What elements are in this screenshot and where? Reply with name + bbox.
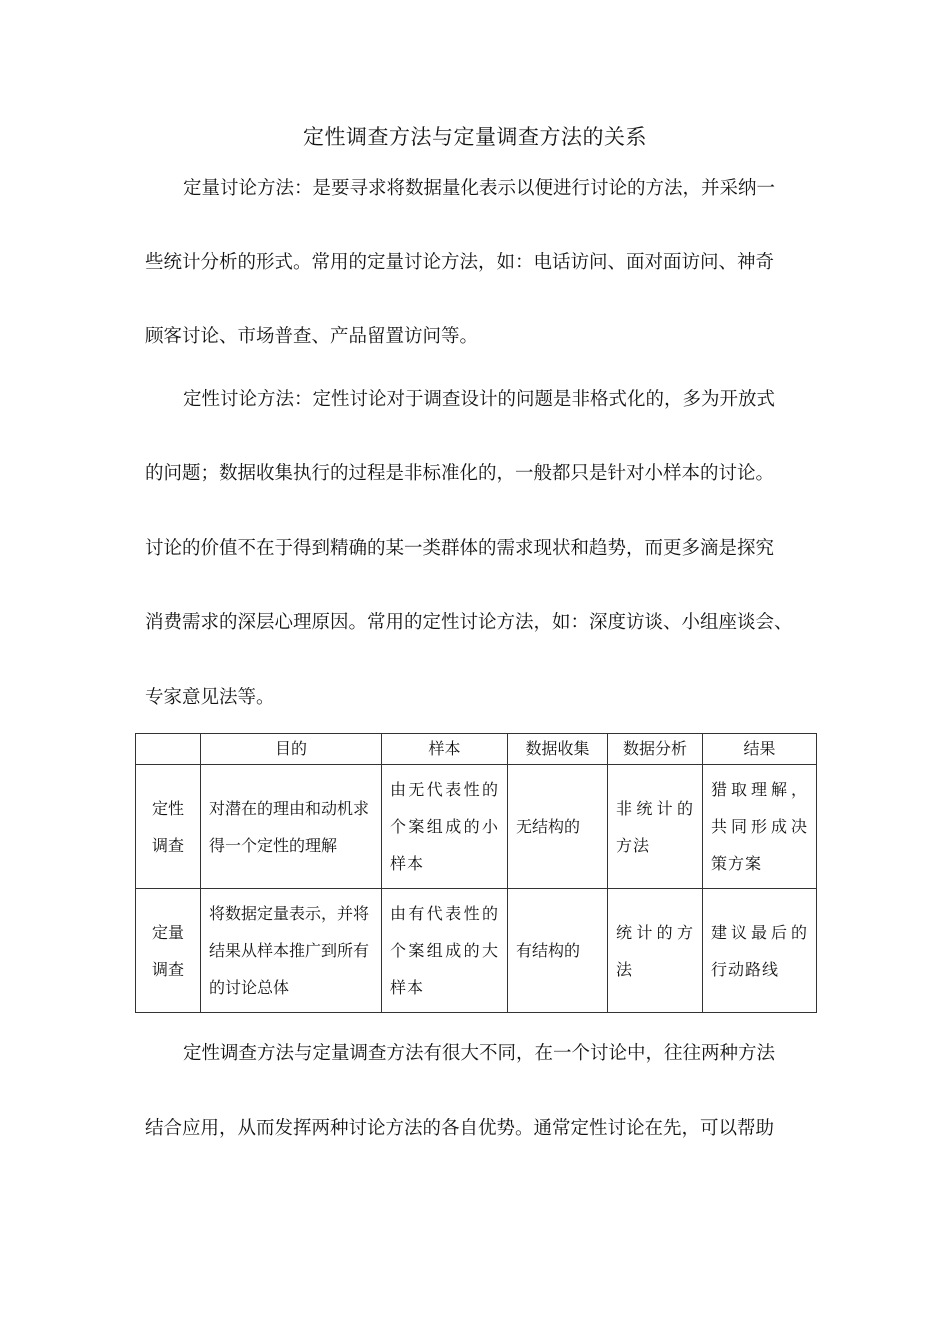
paragraph-line: 顾客讨论、市场普查、产品留置访问等。 — [145, 326, 479, 347]
analysis-cell: 统计的方法 — [608, 889, 703, 1013]
paragraph-line: 的问题；数据收集执行的过程是非标准化的，一般都只是针对小样本的讨论。 — [145, 463, 775, 484]
result-cell: 猎取理解，共同形成决策方案 — [703, 765, 817, 889]
table-row — [136, 765, 817, 889]
purpose-cell: 对潜在的理由和动机求得一个定性的理解 — [201, 765, 382, 889]
paragraph-line: 定性调查方法与定量调查方法有很大不同，在一个讨论中，往往两种方法 — [183, 1043, 776, 1064]
paragraph-line: 定量讨论方法：是要寻求将数据量化表示以便进行讨论的方法，并采纳一 — [183, 178, 776, 199]
collection-cell: 有结构的 — [508, 889, 608, 1013]
comparison-table — [135, 733, 817, 1013]
paragraph-line: 定性讨论方法：定性讨论对于调查设计的问题是非格式化的，多为开放式 — [183, 389, 776, 410]
analysis-cell: 非统计的方法 — [608, 765, 703, 889]
table-header-cell: 数据分析 — [608, 734, 703, 765]
table-header-cell: 目的 — [201, 734, 382, 765]
paragraph-line: 专家意见法等。 — [145, 687, 275, 708]
sample-cell: 由无代表性的个案组成的小样本 — [382, 765, 508, 889]
paragraph-line: 结合应用，从而发挥两种讨论方法的各自优势。通常定性讨论在先，可以帮助 — [145, 1118, 775, 1139]
table-header-row — [136, 734, 817, 765]
table-header-cell — [136, 734, 201, 765]
row-type-cell: 定性 调查 — [136, 765, 201, 889]
purpose-cell: 将数据定量表示，并将结果从样本推广到所有的讨论总体 — [201, 889, 382, 1013]
document-title: 定性调查方法与定量调查方法的关系 — [303, 125, 647, 149]
sample-cell: 由有代表性的个案组成的大样本 — [382, 889, 508, 1013]
table-row — [136, 889, 817, 1013]
paragraph-line: 些统计分析的形式。常用的定量讨论方法，如：电话访问、面对面访问、神奇 — [145, 252, 775, 273]
row-type-cell: 定量 调查 — [136, 889, 201, 1013]
table-header-cell: 样本 — [382, 734, 508, 765]
table-header-cell: 数据收集 — [508, 734, 608, 765]
paragraph-line: 讨论的价值不在于得到精确的某一类群体的需求现状和趋势，而更多滴是探究 — [145, 538, 775, 559]
paragraph-line: 消费需求的深层心理原因。常用的定性讨论方法，如：深度访谈、小组座谈会、 — [145, 612, 793, 633]
result-cell: 建议最后的行动路线 — [703, 889, 817, 1013]
table-header-cell: 结果 — [703, 734, 817, 765]
collection-cell: 无结构的 — [508, 765, 608, 889]
